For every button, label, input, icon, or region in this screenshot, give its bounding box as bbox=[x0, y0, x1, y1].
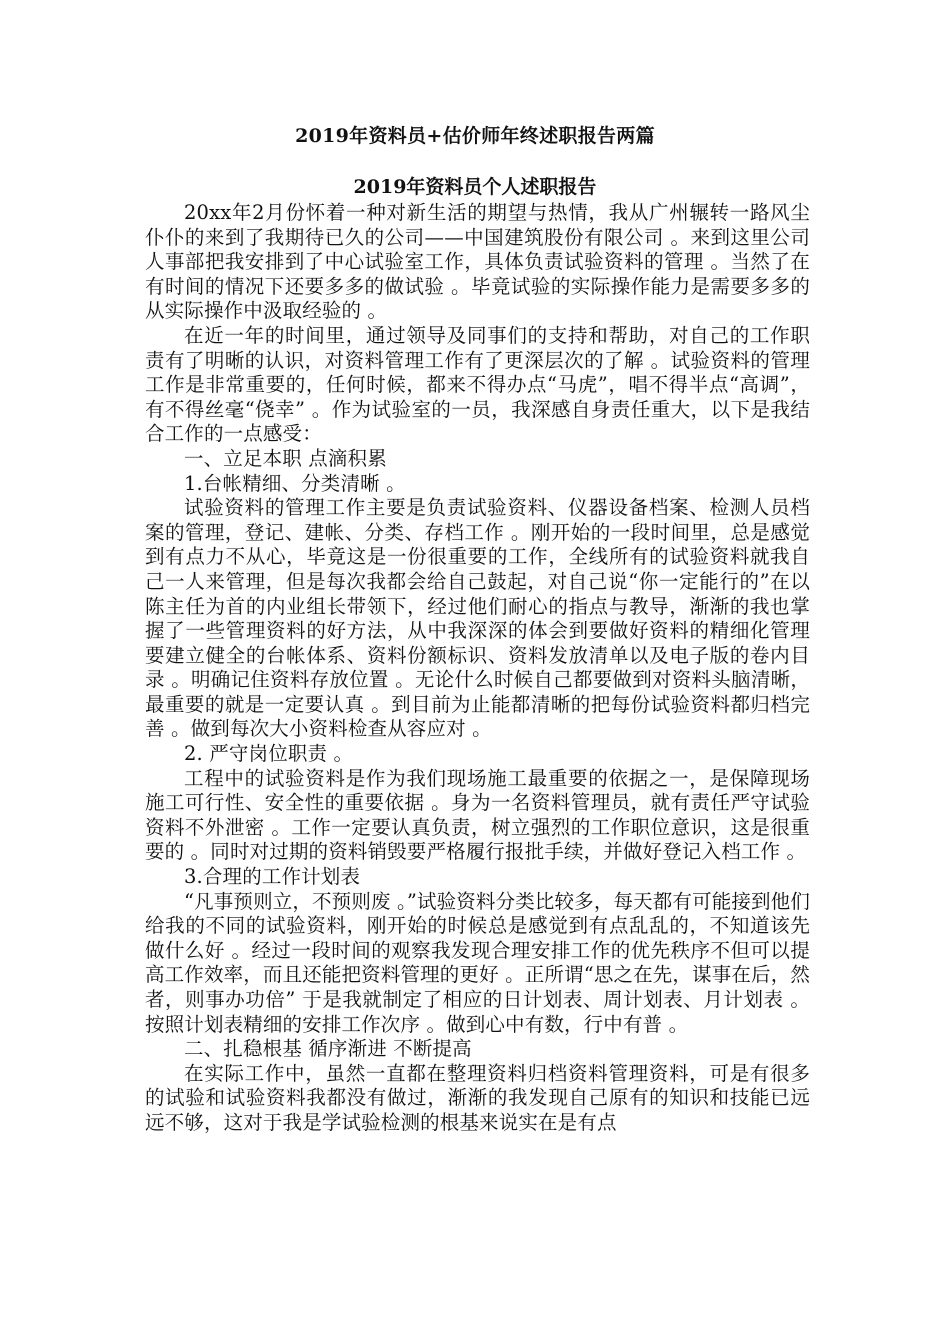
document-body bbox=[145, 201, 810, 1136]
document-title: 2019年资料员+估价师年终述职报告两篇 bbox=[295, 125, 655, 147]
paragraph-intro: 20xx年2月份怀着一种对新生活的期望与热情，我从广州辗转一路风尘仆仆的来到了我期待已久的公司——中国建筑股份有限公司 。来到这里公司人事部把我安排到了中心试验室工作，具体负责试验资料的管理 。当然了在有时间的情况下还要多多的做试验 。毕竟试验的实际操作能力是需要多多的从实际操作中汲取经验的 。 bbox=[145, 201, 810, 323]
paragraph-duty: 工程中的试验资料是作为我们现场施工最重要的依据之一，是保障现场施工可行性、安全性的重要依据 。身为一名资料管理员，就有责任严守试验资料不外泄密 。工作一定要认真负责，树立强烈的工作职位意识，这是很重要的 。同时对过期的资料销毁要严格履行报批手续，并做好登记入档工作 。 bbox=[145, 766, 810, 864]
report-subtitle: 2019年资料员个人述职报告 bbox=[353, 176, 597, 198]
subheading-3: 3.合理的工作计划表 bbox=[184, 865, 361, 889]
paragraph-ledger: 试验资料的管理工作主要是负责试验资料、仪器设备档案、检测人员档案的管理，登记、建帐、分类、存档工作 。刚开始的一段时间里，总是感觉到有点力不从心，毕竟这是一份很重要的工作，全线所有的试验资料就我自己一人来管理，但是每次我都会给自己鼓起，对自己说“你一定能行的”在以陈主任为首的内业组长带领下，经过他们耐心的指点与教导，渐渐的我也掌握了一些管理资料的好方法，从中我深深的体会到要做好资料的精细化管理要建立健全的台帐体系、资料份额标识、资料发放清单以及电子版的卷内目录 。明确记住资料存放位置 。无论什么时候自己都要做到对资料头脑清晰，最重要的就是一定要认真 。到目前为止能都清晰的把每份试验资料都归档完善 。做到每次大小资料检查从容应对 。 bbox=[145, 496, 810, 741]
subheading-1: 1.台帐精细、分类清晰 。 bbox=[184, 471, 406, 495]
section-heading-2: 二、扎稳根基 循序渐进 不断提高 bbox=[184, 1037, 472, 1061]
paragraph-plan: “凡事预则立，不预则废 。”试验资料分类比较多，每天都有可能接到他们给我的不同的试验资料，刚开始的时候总是感觉到有点乱乱的，不知道该先做什么好 。经过一段时间的观察我发现合理安排工作的优先秩序不但可以提高工作效率，而且还能把资料管理的更好 。正所谓“思之在先，谋事在后，然者，则事办功倍” 于是我就制定了相应的日计划表、周计划表、月计划表 。按照计划表精细的安排工作次序 。做到心中有数，行中有普 。 bbox=[145, 889, 810, 1036]
subheading-2: 2. 严守岗位职责 。 bbox=[184, 742, 354, 766]
section-heading-1: 一、立足本职 点滴积累 bbox=[184, 446, 387, 470]
paragraph-foundation: 在实际工作中，虽然一直都在整理资料归档资料管理资料，可是有很多的试验和试验资料我都没有做过，渐渐的我发现自己原有的知识和技能已远远不够，这对于我是学试验检测的根基来说实在是有点 bbox=[145, 1061, 810, 1134]
paragraph-reflection: 在近一年的时间里，通过领导及同事们的支持和帮助，对自己的工作职责有了明晰的认识，对资料管理工作有了更深层次的了解 。试验资料的管理工作是非常重要的，任何时候，都来不得办点“马虎”，唱不得半点“高调”，有不得丝毫“侥幸” 。作为试验室的一员，我深感自身责任重大，以下是我结合工作的一点感受： bbox=[145, 323, 810, 446]
